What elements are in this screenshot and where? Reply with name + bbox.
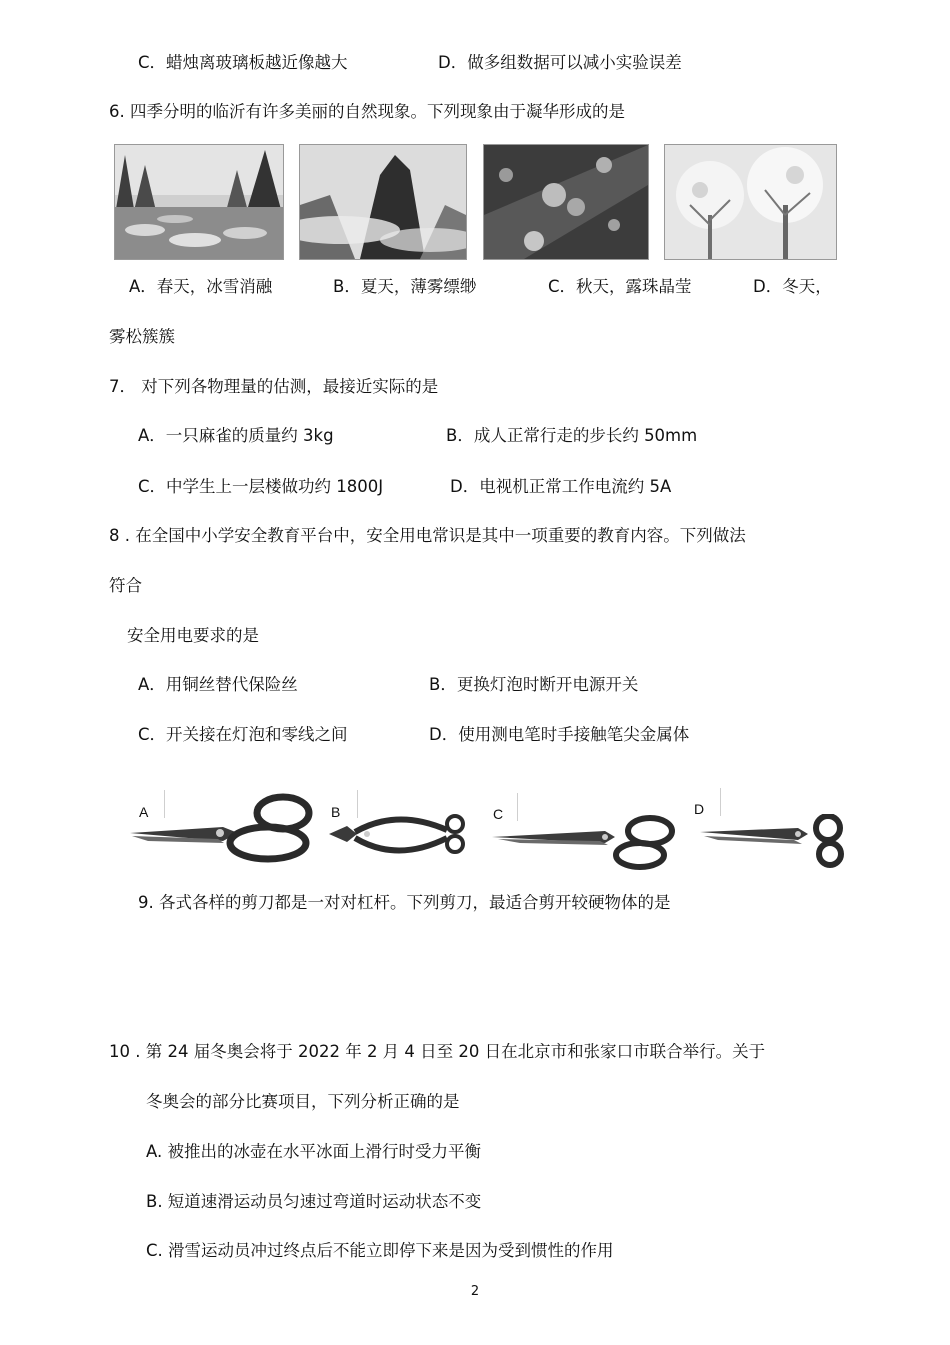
page-number: 2 bbox=[470, 1284, 480, 1299]
q8-stem-line2: 符合 bbox=[109, 576, 142, 595]
q10-option-c: C. 滑雪运动员冲过终点后不能立即停下来是因为受到惯性的作用 bbox=[146, 1241, 614, 1260]
q6-option-d-cont: 雾松簇簇 bbox=[109, 327, 175, 346]
q8-option-b: B．更换灯泡时断开电源开关 bbox=[429, 675, 639, 694]
q7-stem: 7． 对下列各物理量的估测，最接近实际的是 bbox=[109, 377, 439, 396]
q9-stem: 9. 各式各样的剪刀都是一对对杠杆。下列剪刀，最适合剪开较硬物体的是 bbox=[138, 893, 671, 912]
scissors-c-image bbox=[490, 815, 678, 871]
q7-option-c: C．中学生上一层楼做功约 1800J bbox=[138, 477, 384, 496]
q7-option-b: B．成人正常行走的步长约 50mm bbox=[446, 426, 698, 445]
scissors-b-image bbox=[327, 808, 477, 863]
q10-option-a: A. 被推出的冰壶在水平冰面上滑行时受力平衡 bbox=[146, 1142, 481, 1161]
q5-option-d: D．做多组数据可以减小实验误差 bbox=[438, 53, 682, 72]
q7-option-d: D．电视机正常工作电流约 5A bbox=[450, 477, 672, 496]
q5-option-c: C．蜡烛离玻璃板越近像越大 bbox=[138, 53, 348, 72]
q10-option-b: B. 短道速滑运动员匀速过弯道时运动状态不变 bbox=[146, 1192, 482, 1211]
divider-line bbox=[720, 788, 721, 816]
q6-option-d: D．冬天， bbox=[753, 277, 832, 296]
q6-option-c: C．秋天，露珠晶莹 bbox=[548, 277, 692, 296]
q8-option-d: D．使用测电笔时手接触笔尖金属体 bbox=[429, 725, 690, 744]
photo-melting-snow bbox=[114, 144, 284, 260]
q8-stem-line3: 安全用电要求的是 bbox=[127, 626, 259, 645]
scissors-label-d: D bbox=[694, 801, 705, 817]
q8-option-a: A．用铜丝替代保险丝 bbox=[138, 675, 298, 694]
scissors-a-image bbox=[128, 793, 313, 865]
q7-option-a: A．一只麻雀的质量约 3kg bbox=[138, 426, 334, 445]
scissors-label-b: B bbox=[331, 804, 341, 820]
scissors-label-c: C bbox=[493, 806, 504, 822]
photo-mist-mountains bbox=[299, 144, 467, 260]
photo-rime-trees bbox=[664, 144, 837, 260]
q10-stem: 10 . 第 24 届冬奥会将于 2022 年 2 月 4 日至 20 日在北京市和张家口市联合举行。关于 bbox=[109, 1042, 766, 1061]
q8-stem: 8 . 在全国中小学安全教育平台中，安全用电常识是其中一项重要的教育内容。下列做法 bbox=[109, 526, 746, 545]
photo-dew-drops bbox=[483, 144, 649, 260]
scissors-d-image bbox=[698, 814, 858, 870]
q6-stem: 6. 四季分明的临沂有许多美丽的自然现象。下列现象由于凝华形成的是 bbox=[109, 102, 625, 121]
q6-option-a: A．春天，冰雪消融 bbox=[129, 277, 273, 296]
q6-option-b: B．夏天，薄雾缥缈 bbox=[333, 277, 477, 296]
q8-option-c: C．开关接在灯泡和零线之间 bbox=[138, 725, 348, 744]
scissors-label-a: A bbox=[139, 804, 149, 820]
q10-stem-line2: 冬奥会的部分比赛项目，下列分析正确的是 bbox=[146, 1092, 460, 1111]
